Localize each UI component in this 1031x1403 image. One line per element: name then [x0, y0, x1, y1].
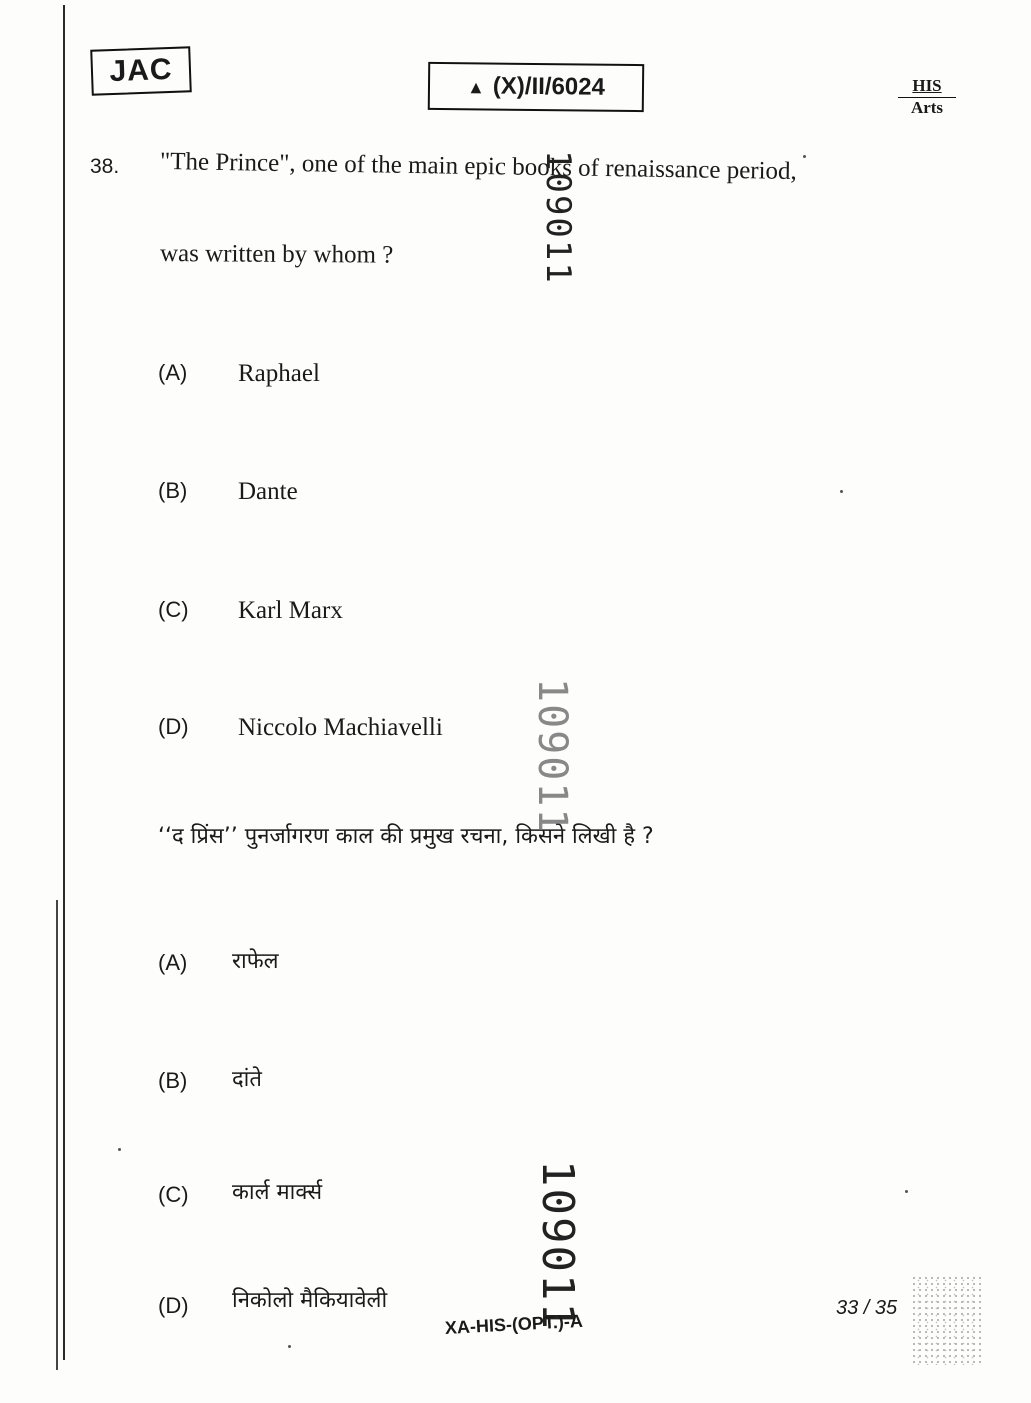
left-margin-line-lower	[56, 900, 58, 1370]
option-text-d: Niccolo Machiavelli	[238, 714, 443, 741]
scan-noise	[911, 1275, 981, 1365]
option-label-hindi-d: (D)	[158, 1293, 189, 1318]
option-label-d: (D)	[158, 714, 189, 739]
scan-dot	[803, 155, 806, 158]
board-label: JAC	[90, 46, 192, 95]
scan-dot	[840, 490, 843, 493]
scan-dot	[118, 1148, 121, 1151]
serial-stamp: 109011	[538, 150, 578, 285]
option-label-c: (C)	[158, 597, 189, 622]
option-label-a: (A)	[158, 360, 188, 385]
question-text-hindi: ‘‘द प्रिंस’’ पुनर्जागरण काल की प्रमुख रचना, किसने लिखी है ?	[158, 824, 654, 849]
subject-stream: Arts	[910, 98, 944, 117]
scan-dot	[288, 1345, 291, 1348]
option-label-b: (B)	[158, 478, 188, 503]
footer-paper-code: XA-HIS-(OPT.)-A	[444, 1310, 584, 1338]
paper-code: (X)/II/6024	[492, 72, 606, 101]
option-text-hindi-d: निकोलो मैकियावेली	[232, 1288, 388, 1313]
left-margin-line	[63, 5, 65, 1360]
question-text-english-line-1: "The Prince", one of the main epic books of renaissance period,	[159, 148, 798, 186]
subject-code: HIS	[898, 76, 956, 98]
option-text-a: Raphael	[238, 360, 320, 387]
page-number: 33 / 35	[836, 1297, 898, 1319]
option-text-hindi-c: कार्ल मार्क्स	[232, 1180, 323, 1205]
paper-code-box	[428, 62, 644, 112]
option-text-b: Dante	[238, 478, 298, 505]
question-text-english-line-2: was written by whom ?	[159, 240, 394, 269]
serial-stamp: 109011	[529, 678, 575, 835]
serial-stamp: 109011	[532, 1160, 583, 1331]
subject-label	[898, 76, 956, 118]
option-text-hindi-a: राफेल	[232, 949, 279, 974]
triangle-icon: ▲	[466, 77, 485, 98]
question-number: 38.	[90, 155, 120, 178]
option-text-c: Karl Marx	[238, 597, 343, 624]
option-label-hindi-c: (C)	[158, 1182, 189, 1207]
option-label-hindi-a: (A)	[158, 950, 188, 975]
option-text-hindi-b: दांते	[232, 1067, 262, 1092]
scan-dot	[905, 1190, 908, 1193]
option-label-hindi-b: (B)	[158, 1068, 188, 1093]
